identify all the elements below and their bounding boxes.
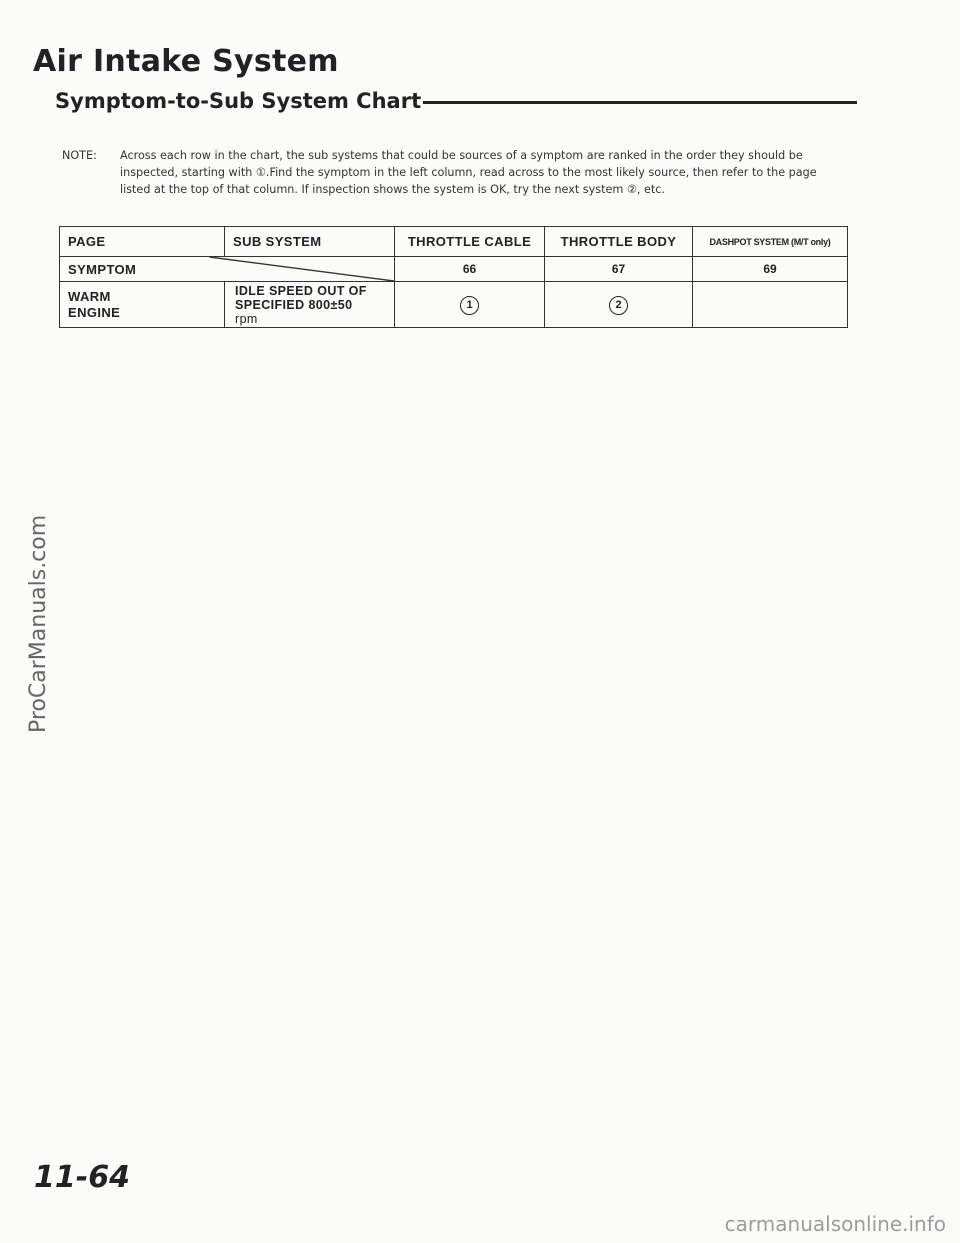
rank-mark-2: ② [626,183,637,196]
section-header [55,86,857,116]
section-rule [423,101,857,104]
rank-cell-throttle-body [545,282,693,328]
page-ref-dashpot-system: 69 [693,257,848,282]
page-number: 11-64 [34,1160,130,1195]
note-label: NOTE: [62,149,97,162]
side-watermark: ProCarManuals.com [26,514,51,733]
page-ref-throttle-cable: 66 [395,257,545,282]
symptom-description-line-2: SPECIFIED 800±50 [235,297,353,312]
note-text [120,147,850,198]
page-title: Air Intake System [33,44,339,79]
symptom-label: SYMPTOM [68,262,137,277]
symptom-row [60,282,848,328]
symptom-description-line-3: rpm [235,311,258,326]
rank-badge: 2 [609,296,628,315]
column-header-throttle-body: THROTTLE BODY [545,227,693,257]
rank-cell-throttle-cable [395,282,545,328]
note-text-part-3: , etc. [636,183,665,196]
column-header-dashpot-system: DASHPOT SYSTEM (M/T only) [693,227,848,257]
sub-system-header-cell: SUB SYSTEM [225,227,395,257]
rank-mark-1: ① [255,166,266,179]
symptom-description-cell [225,282,395,328]
section-title: Symptom-to-Sub System Chart [55,89,422,113]
symptom-group-line-1: WARM [68,288,111,304]
symptom-group-line-2: ENGINE [68,304,121,320]
header-row [60,227,848,257]
column-header-throttle-cable: THROTTLE CABLE [395,227,545,257]
page-header-cell: PAGE [60,227,225,257]
rank-badge: 1 [460,296,479,315]
note-text-part-1: Across each row in the chart, the sub systems that could be sources of a symptom are ranked in the order they should be inspected, starting with [120,149,803,179]
symptom-header-cell [60,257,395,282]
symptom-chart-table [59,226,848,328]
page-number-row [60,257,848,282]
note-text-part-2: .Find the symptom in the left column, read across to the most likely source, then refer to the page listed at the top of that column. If inspection shows the system is OK, try the next system [120,166,817,196]
symptom-description-line-1: IDLE SPEED OUT OF [235,283,367,298]
bottom-watermark: carmanualsonline.info [724,1212,946,1236]
page-ref-throttle-body: 67 [545,257,693,282]
rank-cell-dashpot-system [693,282,848,328]
symptom-group-cell [60,282,225,328]
